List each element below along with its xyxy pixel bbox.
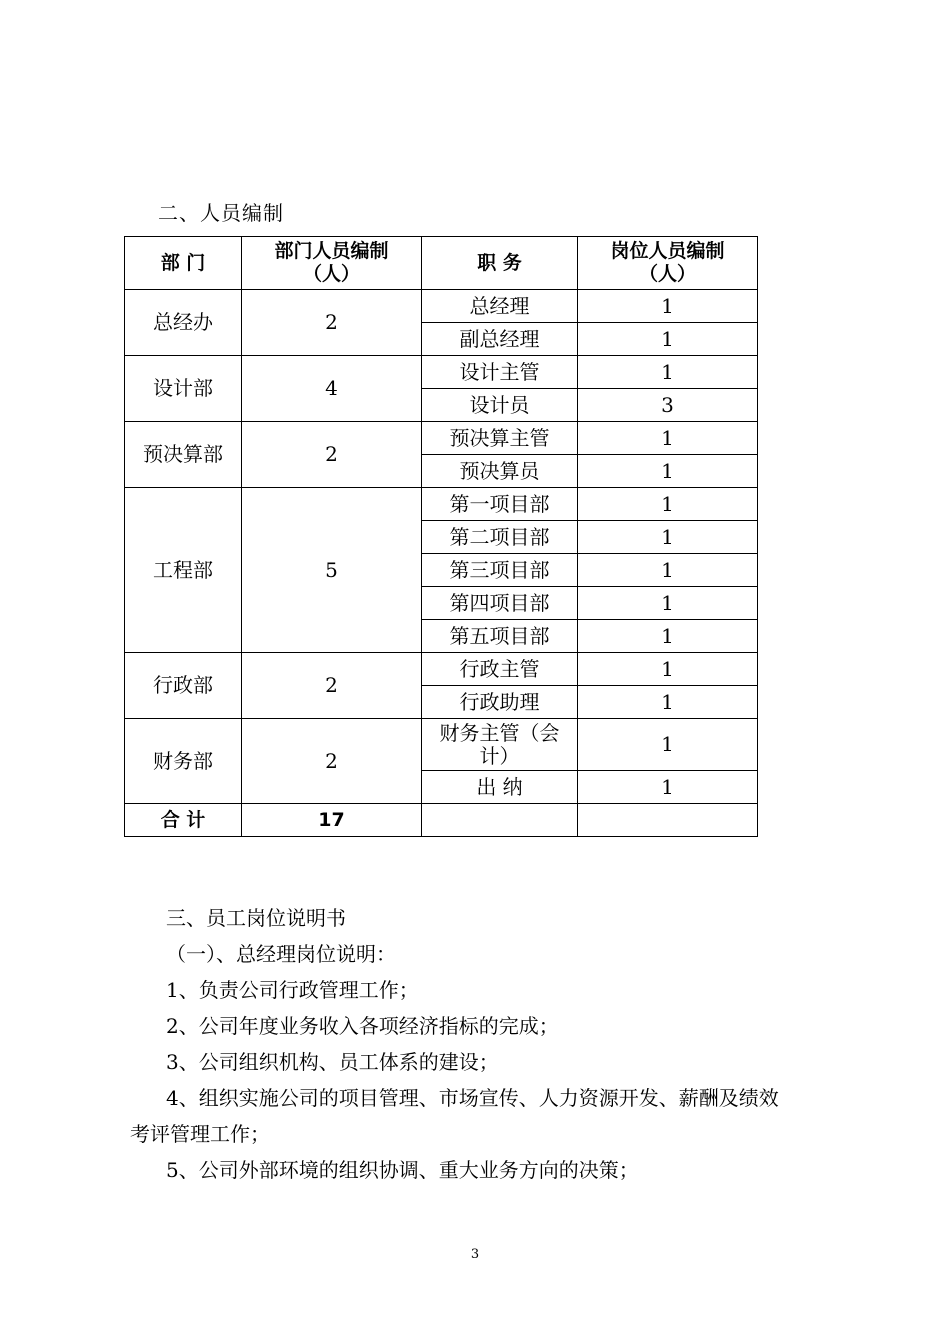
department-name: 设计部 [125,356,242,422]
table-row [125,290,758,323]
empty-cell [422,804,578,837]
position-title: 出 纳 [422,771,578,804]
position-headcount: 1 [578,488,758,521]
department-name: 财务部 [125,719,242,804]
position-headcount: 1 [578,356,758,389]
department-headcount: 2 [242,653,422,719]
duty-item: 1、负责公司行政管理工作； [166,978,419,1002]
position-title: 副总经理 [422,323,578,356]
department-headcount: 4 [242,356,422,422]
position-title: 第五项目部 [422,620,578,653]
department-name: 行政部 [125,653,242,719]
position-headcount: 1 [578,455,758,488]
column-header: 部 门 [125,237,242,290]
position-title: 第三项目部 [422,554,578,587]
staffing-table [124,236,758,837]
department-name: 工程部 [125,488,242,653]
total-row [125,804,758,837]
department-headcount: 5 [242,488,422,653]
section-three-subtitle: （一）、总经理岗位说明： [166,942,396,966]
column-header: 职 务 [422,237,578,290]
position-headcount: 1 [578,620,758,653]
position-title: 行政助理 [422,686,578,719]
section-three-title: 三、员工岗位说明书 [166,906,346,930]
position-title: 设计员 [422,389,578,422]
table-row [125,653,758,686]
position-title: 预决算员 [422,455,578,488]
position-headcount: 1 [578,422,758,455]
department-headcount: 2 [242,290,422,356]
position-title: 总经理 [422,290,578,323]
position-headcount: 1 [578,719,758,771]
job-description-section [130,900,830,1188]
duty-item: 2、公司年度业务收入各项经济指标的完成； [166,1014,559,1038]
total-headcount: 17 [242,804,422,837]
column-header: 岗位人员编制 （人） [578,237,758,290]
position-headcount: 1 [578,554,758,587]
duty-item-continuation: 考评管理工作； [130,1122,270,1146]
table-header-row [125,237,758,290]
empty-cell [578,804,758,837]
position-title: 设计主管 [422,356,578,389]
table-row [125,422,758,455]
duty-item: 3、公司组织机构、员工体系的建设； [166,1050,499,1074]
position-title: 行政主管 [422,653,578,686]
page-number: 3 [470,1247,480,1262]
position-headcount: 3 [578,389,758,422]
table-row [125,356,758,389]
position-headcount: 1 [578,771,758,804]
position-headcount: 1 [578,323,758,356]
table-row [125,488,758,521]
position-title: 第四项目部 [422,587,578,620]
position-headcount: 1 [578,686,758,719]
position-headcount: 1 [578,290,758,323]
section-two-title: 二、人员编制 [158,201,284,225]
department-headcount: 2 [242,719,422,804]
column-header: 部门人员编制 （人） [242,237,422,290]
duty-item: 5、公司外部环境的组织协调、重大业务方向的决策； [166,1158,639,1182]
position-title: 预决算主管 [422,422,578,455]
department-name: 预决算部 [125,422,242,488]
position-title: 第一项目部 [422,488,578,521]
position-title: 第二项目部 [422,521,578,554]
department-name: 总经办 [125,290,242,356]
duty-item: 4、组织实施公司的项目管理、市场宣传、人力资源开发、薪酬及绩效 [166,1086,779,1110]
total-label: 合 计 [125,804,242,837]
department-headcount: 2 [242,422,422,488]
position-headcount: 1 [578,521,758,554]
position-headcount: 1 [578,587,758,620]
position-headcount: 1 [578,653,758,686]
table-row [125,719,758,771]
position-title: 财务主管（会 计） [422,719,578,771]
